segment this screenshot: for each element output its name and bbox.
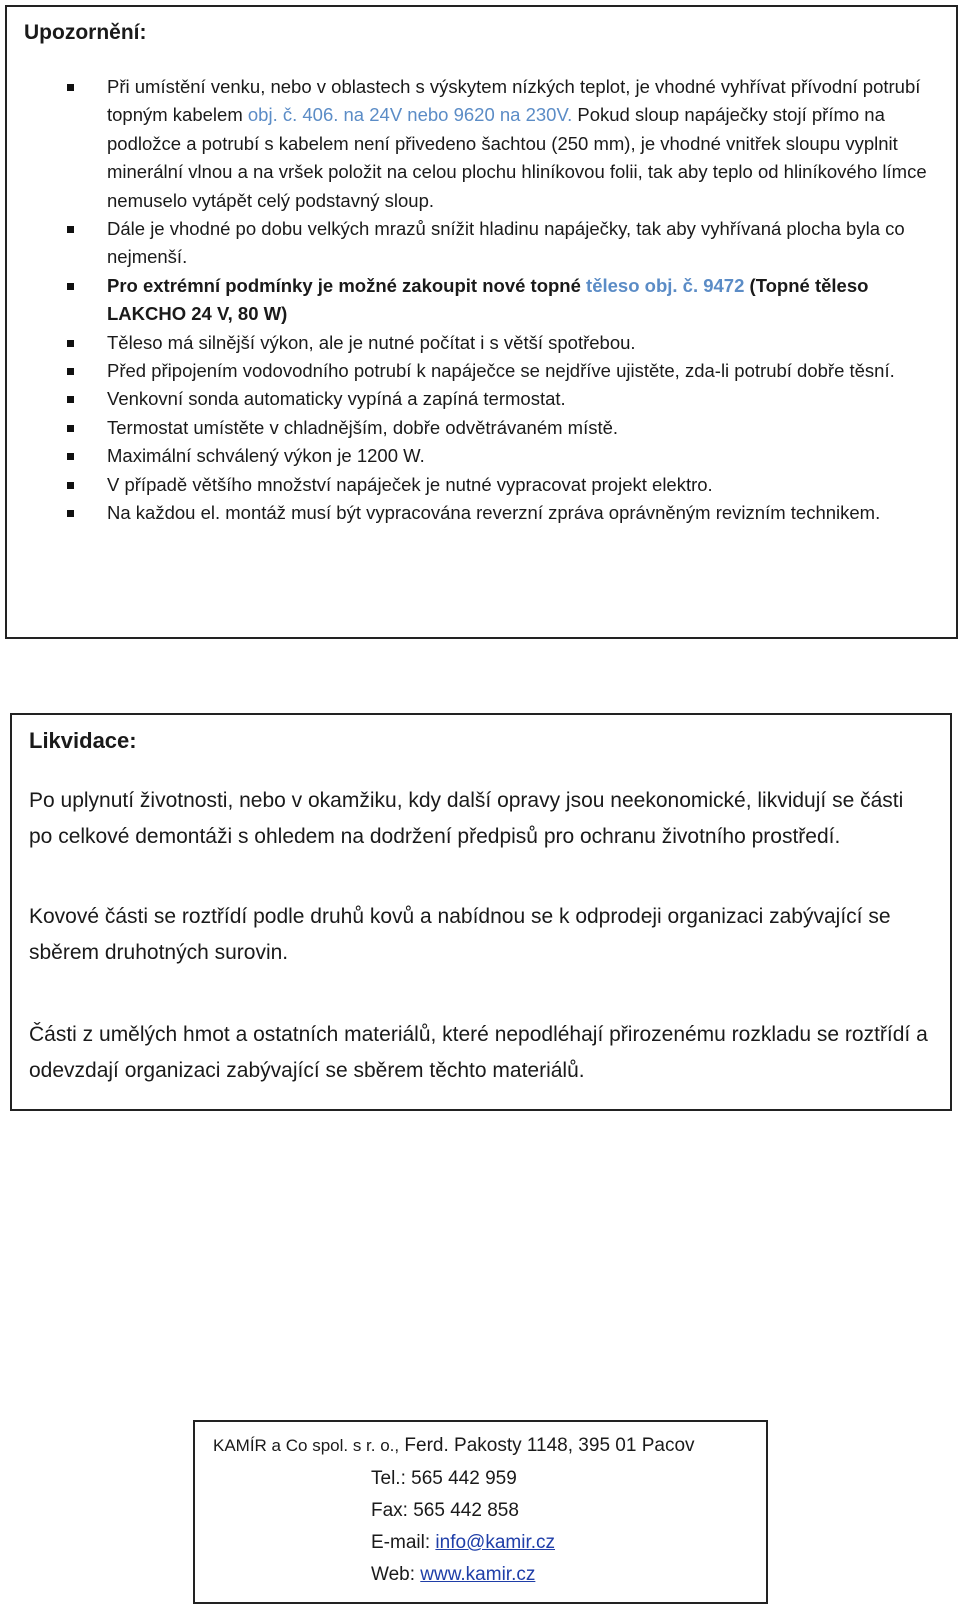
square-bullet-icon [67,396,74,403]
square-bullet-icon [67,510,74,517]
list-item: Venkovní sonda automaticky vypíná a zapíná termostat. [67,385,947,413]
square-bullet-icon [67,84,74,91]
phone-number: Tel.: 565 442 959 [371,1468,517,1489]
company-name: KAMÍR a Co spol. s r. o., [213,1436,400,1455]
fax-number: Fax: 565 442 858 [371,1500,519,1521]
disposal-paragraph: Kovové části se roztřídí podle druhů kovů a nabídnou se k odprodeji organizaci zabývající se sběrem druhotných surovin. [29,905,891,964]
warning-title: Upozornění: [24,21,147,44]
address: Ferd. Pakosty 1148, 395 01 Pacov [399,1435,695,1456]
list-item: Pro extrémní podmínky je možné zakoupit nové topné těleso obj. č. 9472 (Topné těleso LAKCHO 24 V, 80 W) [67,272,947,329]
email-link[interactable]: info@kamir.cz [435,1532,556,1553]
square-bullet-icon [67,368,74,375]
square-bullet-icon [67,482,74,489]
contact-box [193,1420,768,1604]
list-item: Před připojením vodovodního potrubí k napáječce se nejdříve ujistěte, zda-li potrubí dobře těsní. [67,357,947,385]
warning-section [5,5,958,639]
list-item: Maximální schválený výkon je 1200 W. [67,442,947,470]
warning-list [67,73,947,528]
disposal-paragraph: Části z umělých hmot a ostatních materiálů, které nepodléhají přirozenému rozkladu se roztřídí a odevzdají organizaci zabývající se sběrem těchto materiálů. [29,1023,928,1082]
list-item: Na každou el. montáž musí být vypracována reverzní zpráva oprávněným revizním technikem. [67,499,947,527]
disposal-section [10,713,952,1111]
disposal-paragraph: Po uplynutí životnosti, nebo v okamžiku, kdy další opravy jsou neekonomické, likvidují se části po celkové demontáži s ohledem na dodržení předpisů pro ochranu životního prostředí. [29,789,904,848]
square-bullet-icon [67,425,74,432]
list-item: Při umístění venku, nebo v oblastech s výskytem nízkých teplot, je vhodné vyhřívat přívodní potrubí topným kabelem obj. č. 406. na 24V nebo 9620 na 230V. Pokud sloup napáječky stojí přímo na podložce a potrubí s kabelem není přivedeno šachtou (250 mm), je vhodné vnitřek sloupu vyplnit minerální vlnou a na vršek položit na celou plochu hliníkovou folii, tak aby teplo od hliníkového límce nemuselo vytápět celý podstavný sloup. [67,73,947,215]
disposal-title: Likvidace: [29,728,137,753]
square-bullet-icon [67,340,74,347]
web-link[interactable]: www.kamir.cz [420,1564,536,1585]
square-bullet-icon [67,283,74,290]
list-item: Těleso má silnější výkon, ale je nutné počítat i s větší spotřebou. [67,329,947,357]
list-item: Termostat umístěte v chladnějším, dobře odvětrávaném místě. [67,414,947,442]
square-bullet-icon [67,226,74,233]
product-reference: obj. č. 406. na 24V nebo 9620 na 230V. [247,104,573,126]
square-bullet-icon [67,453,74,460]
company-address [213,1430,695,1462]
list-item: V případě většího množství napáječek je nutné vypracovat projekt elektro. [67,471,947,499]
web-line: Web: www.kamir.cz [371,1564,536,1585]
list-item: Dále je vhodné po dobu velkých mrazů snížit hladinu napáječky, tak aby vyhřívaná plocha byla co nejmenší. [67,215,947,272]
product-reference: těleso obj. č. 9472 [586,274,745,296]
email-line: E-mail: info@kamir.cz [371,1532,556,1553]
